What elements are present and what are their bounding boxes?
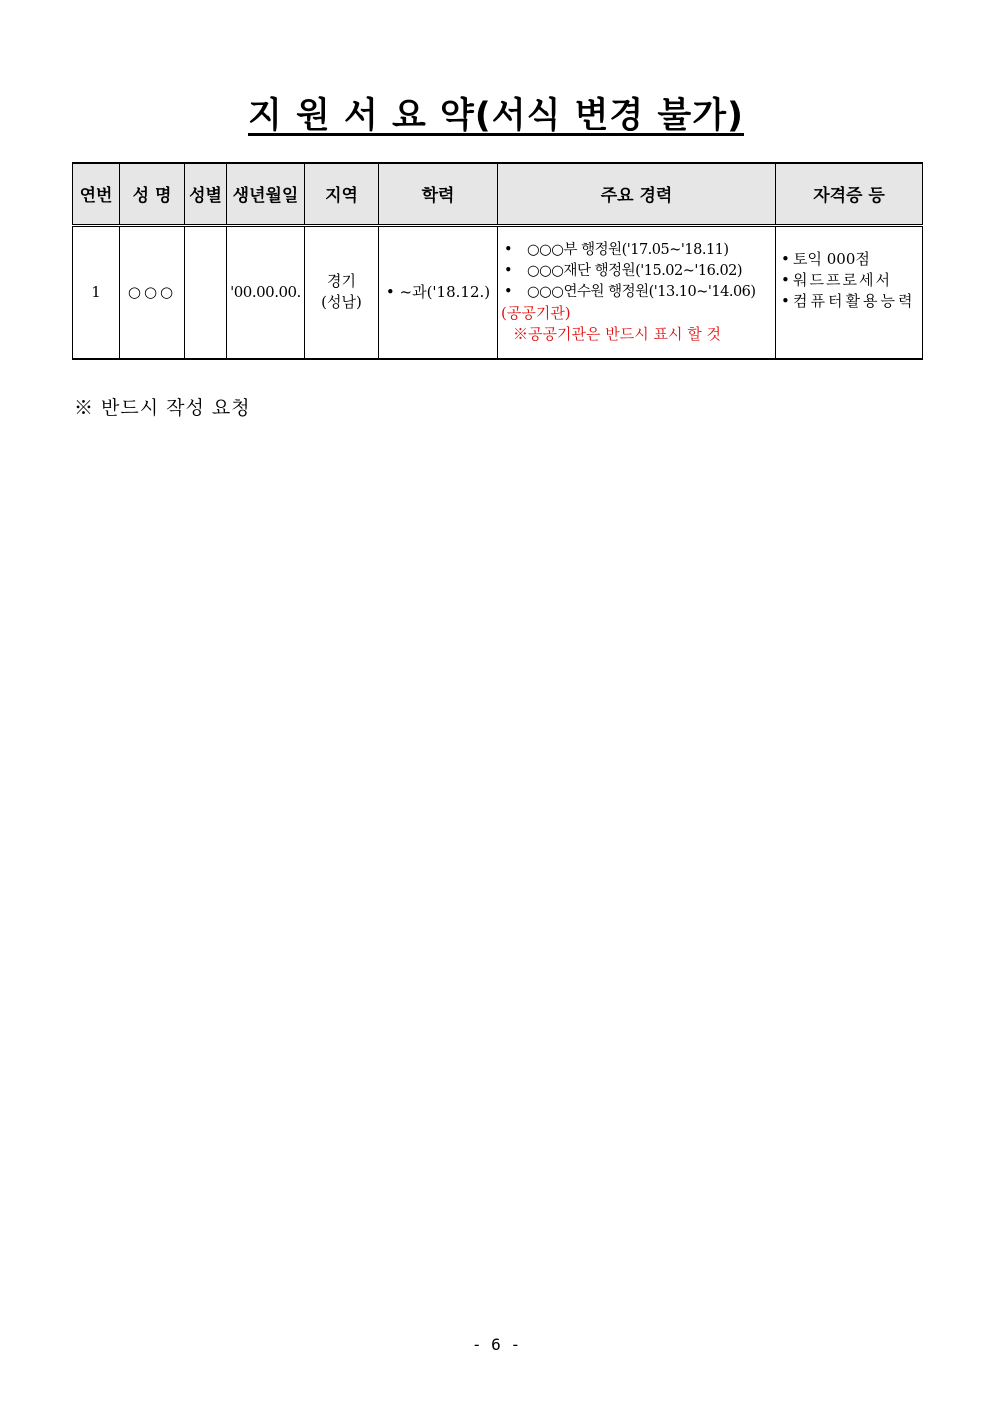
- career-note: ※공공기관은 반드시 표시 할 것: [513, 324, 721, 343]
- region-line-1: 경기: [327, 272, 356, 291]
- document-title: [0, 88, 992, 138]
- footnote: ※ 반드시 작성 요청: [74, 397, 251, 419]
- header-gender: 성별: [185, 163, 227, 225]
- header-career: 주요 경력: [498, 163, 776, 225]
- cell-career: [498, 225, 776, 359]
- header-name: 성 명: [120, 163, 185, 225]
- table-header-row: [73, 163, 923, 225]
- document-title-text: 지 원 서 요 약(서식 변경 불가): [247, 96, 744, 136]
- header-birth: 생년월일: [227, 163, 305, 225]
- certificate-item: • 토익 000점: [779, 249, 919, 270]
- cell-education: • ~과('18.12.): [379, 225, 498, 359]
- certificate-item: • 컴퓨터활용능력: [779, 291, 919, 312]
- career-item: • ○○○재단 행정원('15.02~'16.02): [501, 261, 772, 282]
- cell-region: [305, 225, 379, 359]
- header-number: 연번: [73, 163, 120, 225]
- career-public-label: (공공기관): [501, 303, 571, 322]
- applicant-summary-table: [72, 162, 923, 360]
- page-number: - 6 -: [471, 1335, 521, 1354]
- cell-name: ○○○: [120, 225, 185, 359]
- header-region: 지역: [305, 163, 379, 225]
- career-item: • ○○○부 행정원('17.05~'18.11): [501, 240, 772, 261]
- header-education: 학력: [379, 163, 498, 225]
- certificate-item: • 워드프로세서: [779, 270, 919, 291]
- career-list: [501, 240, 772, 303]
- header-certificates: 자격증 등: [776, 163, 923, 225]
- table-row: [73, 225, 923, 359]
- region-line-2: (성남): [321, 293, 362, 312]
- cell-gender: [185, 225, 227, 359]
- cell-number: 1: [73, 225, 120, 359]
- certificate-list: [779, 249, 919, 312]
- career-item: • ○○○연수원 행정원('13.10~'14.06): [501, 282, 772, 303]
- cell-certificates: [776, 225, 923, 359]
- cell-birth: '00.00.00.: [227, 225, 305, 359]
